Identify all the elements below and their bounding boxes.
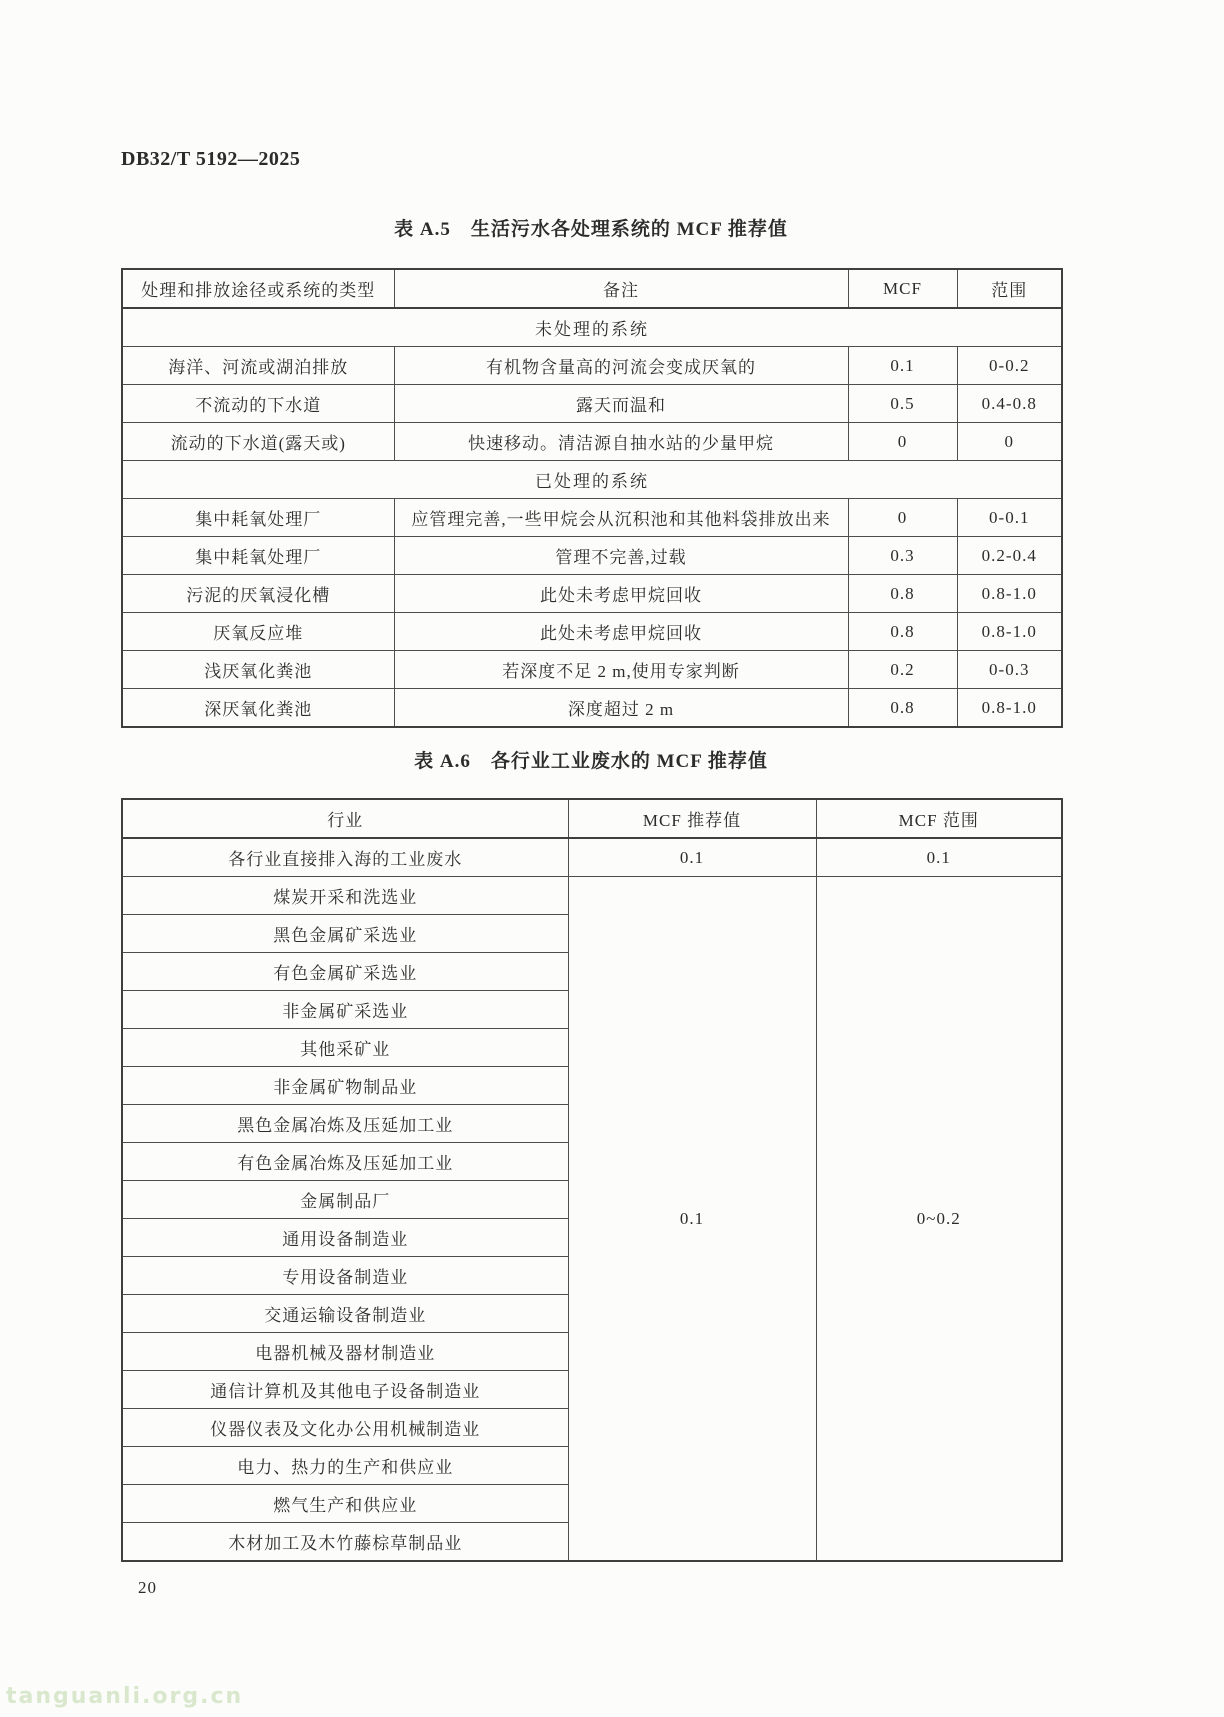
table-row xyxy=(122,499,1062,537)
industry-cell: 专用设备制造业 xyxy=(122,1257,568,1295)
note-cell: 此处未考虑甲烷回收 xyxy=(394,613,848,651)
table-row xyxy=(122,537,1062,575)
range-cell: 0.8-1.0 xyxy=(957,575,1062,613)
note-cell: 管理不完善,过载 xyxy=(394,537,848,575)
table-row xyxy=(122,689,1062,728)
type-cell: 浅厌氧化粪池 xyxy=(122,651,394,689)
table-a6-title: 表 A.6 各行业工业废水的 MCF 推荐值 xyxy=(414,751,768,772)
table-a5-title: 表 A.5 生活污水各处理系统的 MCF 推荐值 xyxy=(394,219,788,240)
col-header-type: 处理和排放途径或系统的类型 xyxy=(122,269,394,308)
type-cell: 厌氧反应堆 xyxy=(122,613,394,651)
note-cell: 应管理完善,一些甲烷会从沉积池和其他料袋排放出来 xyxy=(394,499,848,537)
table-a5-body xyxy=(122,308,1062,727)
range-cell: 0.2-0.4 xyxy=(957,537,1062,575)
note-cell: 深度超过 2 m xyxy=(394,689,848,728)
note-cell: 快速移动。清洁源自抽水站的少量甲烷 xyxy=(394,423,848,461)
type-cell: 不流动的下水道 xyxy=(122,385,394,423)
range-cell: 0.1 xyxy=(816,838,1062,877)
industry-cell: 有色金属矿采选业 xyxy=(122,953,568,991)
table-a6-body xyxy=(122,838,1062,1561)
table-a6 xyxy=(121,798,1063,1562)
group-range-cell: 0~0.2 xyxy=(816,877,1062,1562)
type-cell: 集中耗氧处理厂 xyxy=(122,537,394,575)
mcf-cell: 0.1 xyxy=(568,838,816,877)
industry-cell: 煤炭开采和洗选业 xyxy=(122,877,568,915)
mcf-cell: 0 xyxy=(848,423,957,461)
industry-cell: 金属制品厂 xyxy=(122,1181,568,1219)
col-header-industry: 行业 xyxy=(122,799,568,838)
page-number: 20 xyxy=(138,1578,157,1597)
industry-cell: 交通运输设备制造业 xyxy=(122,1295,568,1333)
type-cell: 污泥的厌氧浸化槽 xyxy=(122,575,394,613)
industry-cell: 黑色金属矿采选业 xyxy=(122,915,568,953)
note-cell: 若深度不足 2 m,使用专家判断 xyxy=(394,651,848,689)
range-cell: 0.8-1.0 xyxy=(957,613,1062,651)
type-cell: 海洋、河流或湖泊排放 xyxy=(122,347,394,385)
section-row xyxy=(122,461,1062,499)
note-cell: 有机物含量高的河流会变成厌氧的 xyxy=(394,347,848,385)
range-cell: 0.8-1.0 xyxy=(957,689,1062,728)
header-row xyxy=(122,269,1062,308)
industry-cell: 通信计算机及其他电子设备制造业 xyxy=(122,1371,568,1409)
mcf-cell: 0.8 xyxy=(848,613,957,651)
watermark: tanguanli.org.cn xyxy=(6,1684,244,1709)
col-header-mcf: MCF xyxy=(848,269,957,308)
mcf-cell: 0.2 xyxy=(848,651,957,689)
range-cell: 0 xyxy=(957,423,1062,461)
col-header-mcf-value: MCF 推荐值 xyxy=(568,799,816,838)
table-a5 xyxy=(121,268,1063,728)
note-cell: 露天而温和 xyxy=(394,385,848,423)
mcf-cell: 0.1 xyxy=(848,347,957,385)
industry-cell: 黑色金属冶炼及压延加工业 xyxy=(122,1105,568,1143)
industry-cell: 仪器仪表及文化办公用机械制造业 xyxy=(122,1409,568,1447)
range-cell: 0-0.2 xyxy=(957,347,1062,385)
section-label: 已处理的系统 xyxy=(122,461,1062,499)
group-mcf-cell: 0.1 xyxy=(568,877,816,1562)
table-row xyxy=(122,838,1062,877)
type-cell: 深厌氧化粪池 xyxy=(122,689,394,728)
mcf-cell: 0.5 xyxy=(848,385,957,423)
section-label: 未处理的系统 xyxy=(122,308,1062,347)
mcf-cell: 0.8 xyxy=(848,575,957,613)
table-row xyxy=(122,575,1062,613)
range-cell: 0-0.3 xyxy=(957,651,1062,689)
mcf-cell: 0 xyxy=(848,499,957,537)
table-row xyxy=(122,877,1062,915)
industry-cell: 非金属矿采选业 xyxy=(122,991,568,1029)
mcf-cell: 0.3 xyxy=(848,537,957,575)
table-row xyxy=(122,385,1062,423)
table-a5-header xyxy=(122,269,1062,308)
range-cell: 0-0.1 xyxy=(957,499,1062,537)
note-cell: 此处未考虑甲烷回收 xyxy=(394,575,848,613)
industry-cell: 非金属矿物制品业 xyxy=(122,1067,568,1105)
range-cell: 0.4-0.8 xyxy=(957,385,1062,423)
industry-cell: 电器机械及器材制造业 xyxy=(122,1333,568,1371)
col-header-range: 范围 xyxy=(957,269,1062,308)
industry-cell: 其他采矿业 xyxy=(122,1029,568,1067)
industry-cell: 有色金属冶炼及压延加工业 xyxy=(122,1143,568,1181)
type-cell: 集中耗氧处理厂 xyxy=(122,499,394,537)
table-row xyxy=(122,347,1062,385)
industry-cell: 各行业直接排入海的工业废水 xyxy=(122,838,568,877)
table-a6-header xyxy=(122,799,1062,838)
table-row xyxy=(122,613,1062,651)
mcf-cell: 0.8 xyxy=(848,689,957,728)
industry-cell: 木材加工及木竹藤棕草制品业 xyxy=(122,1523,568,1562)
industry-cell: 燃气生产和供应业 xyxy=(122,1485,568,1523)
industry-cell: 通用设备制造业 xyxy=(122,1219,568,1257)
table-row xyxy=(122,423,1062,461)
table-row xyxy=(122,651,1062,689)
header-row xyxy=(122,799,1062,838)
industry-cell: 电力、热力的生产和供应业 xyxy=(122,1447,568,1485)
col-header-note: 备注 xyxy=(394,269,848,308)
doc-code: DB32/T 5192—2025 xyxy=(121,148,301,170)
section-row xyxy=(122,308,1062,347)
type-cell: 流动的下水道(露天或) xyxy=(122,423,394,461)
col-header-mcf-range: MCF 范围 xyxy=(816,799,1062,838)
